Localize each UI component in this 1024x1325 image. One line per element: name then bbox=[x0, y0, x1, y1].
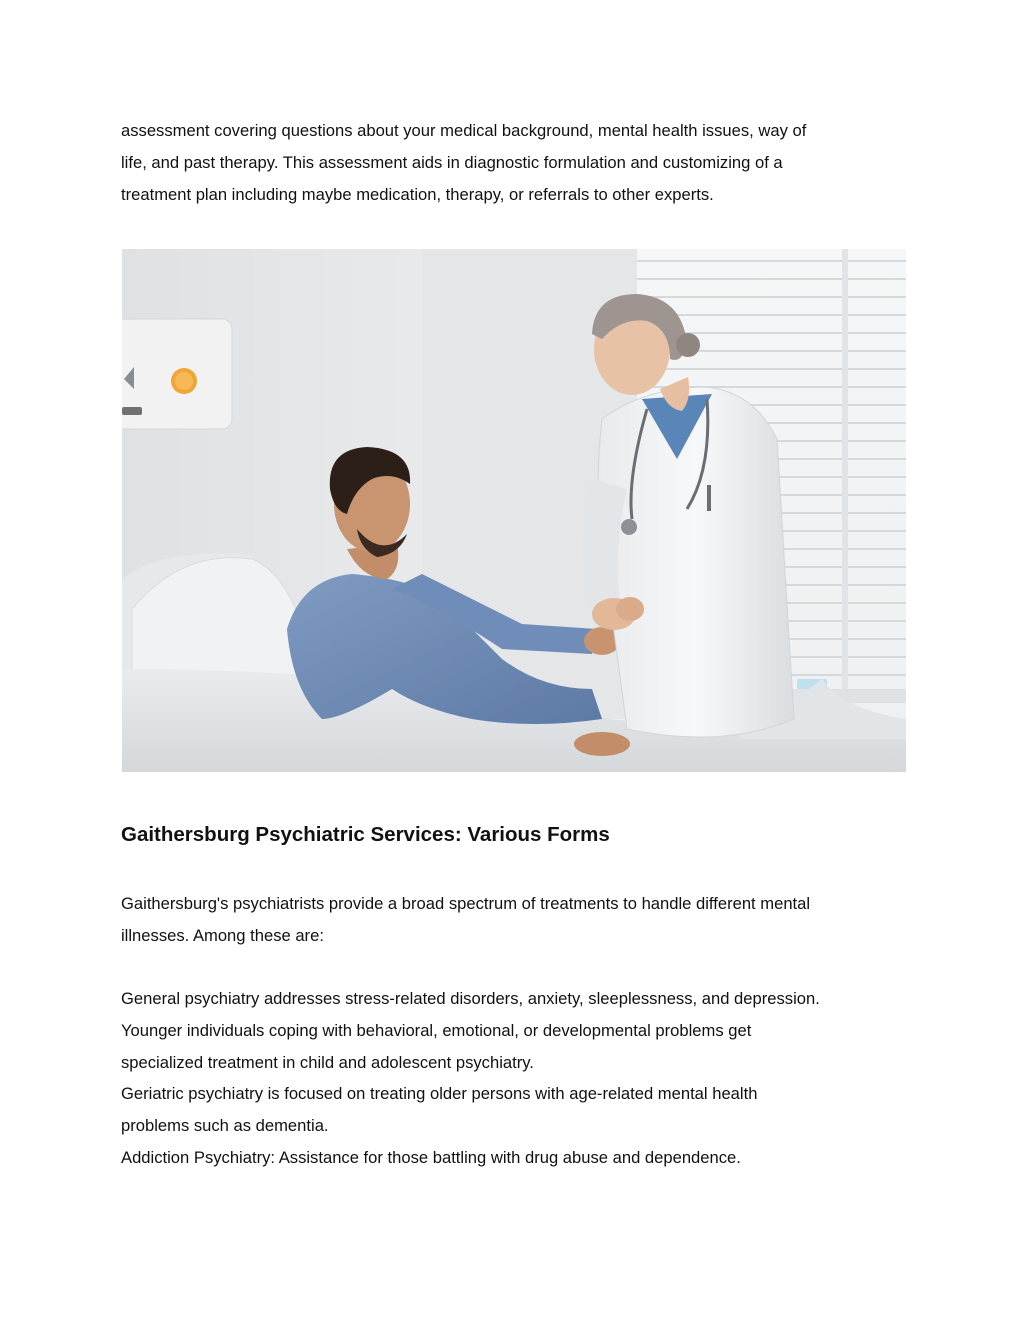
services-intro-paragraph bbox=[121, 888, 911, 952]
services-list-line: specialized treatment in child and adolescent psychiatry. bbox=[121, 1052, 534, 1072]
intro-paragraph bbox=[121, 115, 911, 210]
doctor-patient-photo bbox=[122, 249, 906, 772]
intro-line: treatment plan including maybe medication, therapy, or referrals to other experts. bbox=[121, 184, 714, 204]
services-list-line: General psychiatry addresses stress-related disorders, anxiety, sleeplessness, and depression. bbox=[121, 989, 820, 1008]
services-list-line: Younger individuals coping with behavioral, emotional, or developmental problems get bbox=[121, 1020, 752, 1040]
intro-line: assessment covering questions about your medical background, mental health issues, way of bbox=[121, 121, 807, 140]
services-list-paragraph bbox=[121, 983, 911, 1174]
services-intro-line: Gaithersburg's psychiatrists provide a broad spectrum of treatments to handle different mental bbox=[121, 894, 811, 913]
services-list-line: problems such as dementia. bbox=[121, 1116, 329, 1136]
services-list-line: Geriatric psychiatry is focused on treating older persons with age-related mental health bbox=[121, 1084, 758, 1104]
section-heading: Gaithersburg Psychiatric Services: Various Forms bbox=[121, 823, 610, 846]
services-list-line: Addiction Psychiatry: Assistance for those battling with drug abuse and dependence. bbox=[121, 1147, 741, 1167]
intro-line: life, and past therapy. This assessment aids in diagnostic formulation and customizing of a bbox=[121, 152, 783, 172]
services-intro-line: illnesses. Among these are: bbox=[121, 925, 324, 945]
